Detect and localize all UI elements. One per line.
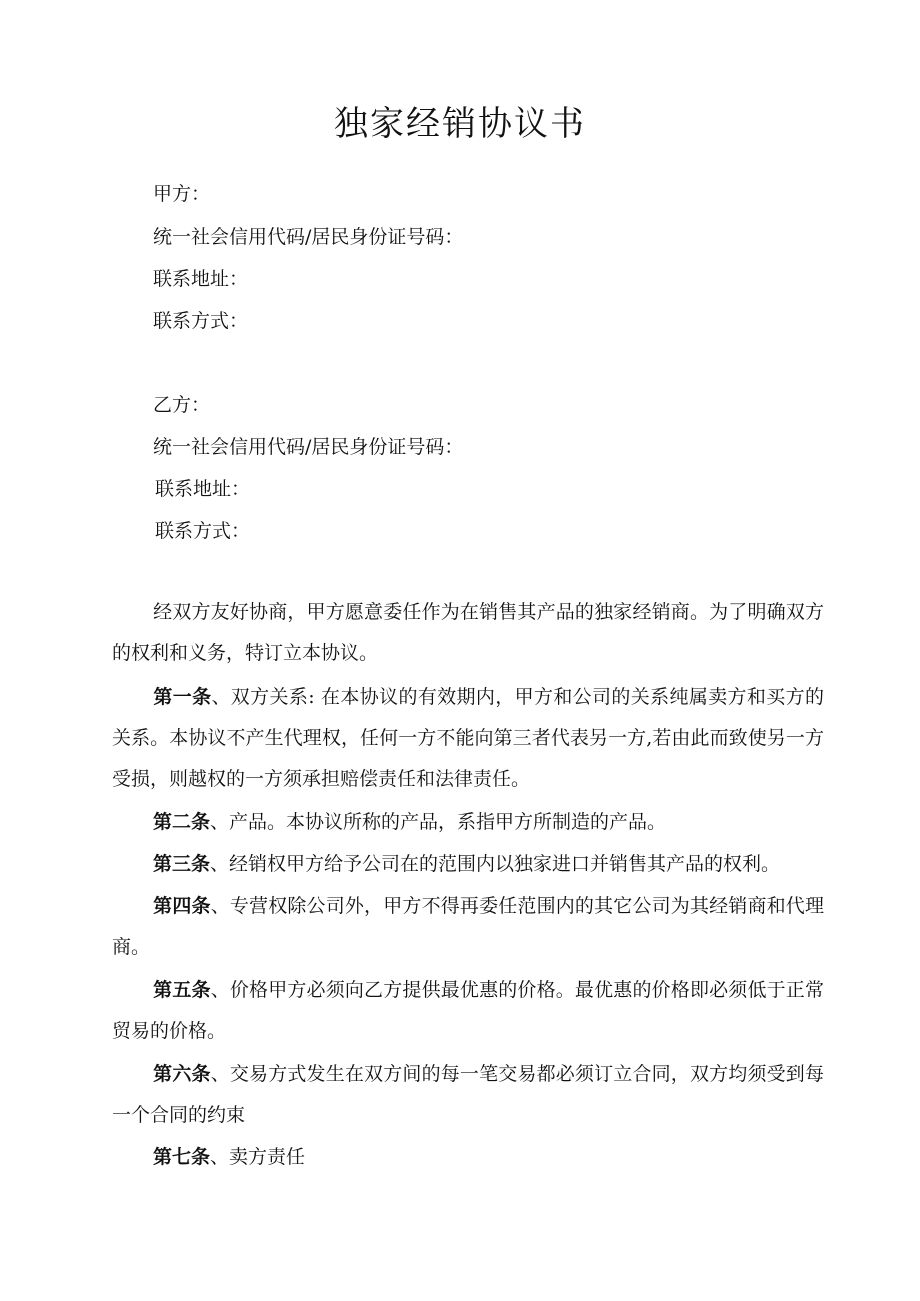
- article-7: [112, 1137, 824, 1178]
- article-5: [112, 970, 824, 1052]
- party-a-id-label: 统一社会信用代码/居民身份证号码：: [153, 226, 464, 248]
- article-heading: 第三条: [153, 853, 211, 875]
- article-heading: 第四条: [153, 895, 211, 917]
- article-heading: 第七条: [153, 1146, 211, 1168]
- article-3: [112, 844, 824, 885]
- article-heading: 第五条: [153, 979, 211, 1001]
- article-1: [112, 677, 824, 800]
- intro-paragraph: [112, 592, 824, 674]
- party-a-name-label: 甲方：: [153, 183, 211, 205]
- article-text: 、卖方责任: [210, 1146, 306, 1168]
- article-text: 、双方关系: 在本协议的有效期内，甲方和公司的关系纯属卖方和买方的关系。本协议不产生代理权，任何一方不能向第三者代表另一方,若由此而致使另一方受损，则越权的一方须承担赔偿责任和法律责任。: [112, 686, 824, 790]
- article-text: 、产品。本协议所称的产品，系指甲方所制造的产品。: [210, 811, 667, 833]
- article-2: [112, 802, 824, 843]
- article-text: 、经销权甲方给予公司在的范围内以独家进口并销售其产品的权利。: [210, 853, 781, 875]
- article-text: 、价格甲方必须向乙方提供最优惠的价格。最优惠的价格即必须低于正常贸易的价格。: [112, 979, 824, 1042]
- party-b-id-label: 统一社会信用代码/居民身份证号码：: [153, 436, 464, 458]
- party-b-contact-label: 联系方式：: [155, 520, 251, 542]
- article-6: [112, 1054, 824, 1136]
- article-4: [112, 886, 824, 968]
- party-b-name-label: 乙方：: [153, 394, 211, 416]
- article-text: 、专营权除公司外，甲方不得再委任范围内的其它公司为其经销商和代理商。: [112, 895, 824, 958]
- intro-text: 经双方友好协商，甲方愿意委任作为在销售其产品的独家经销商。为了明确双方的权利和义务，特订立本协议。: [112, 601, 824, 664]
- article-text: 、交易方式发生在双方间的每一笔交易都必须订立合同，双方均须受到每一个合同的约束: [112, 1063, 824, 1126]
- document-title: 独家经销协议书: [334, 104, 586, 144]
- article-heading: 第二条: [153, 811, 211, 833]
- party-a-address-label: 联系地址：: [153, 268, 249, 290]
- party-b-address-label: 联系地址：: [155, 478, 251, 500]
- article-heading: 第一条: [153, 686, 212, 708]
- party-a-contact-label: 联系方式：: [153, 310, 249, 332]
- article-heading: 第六条: [153, 1063, 211, 1085]
